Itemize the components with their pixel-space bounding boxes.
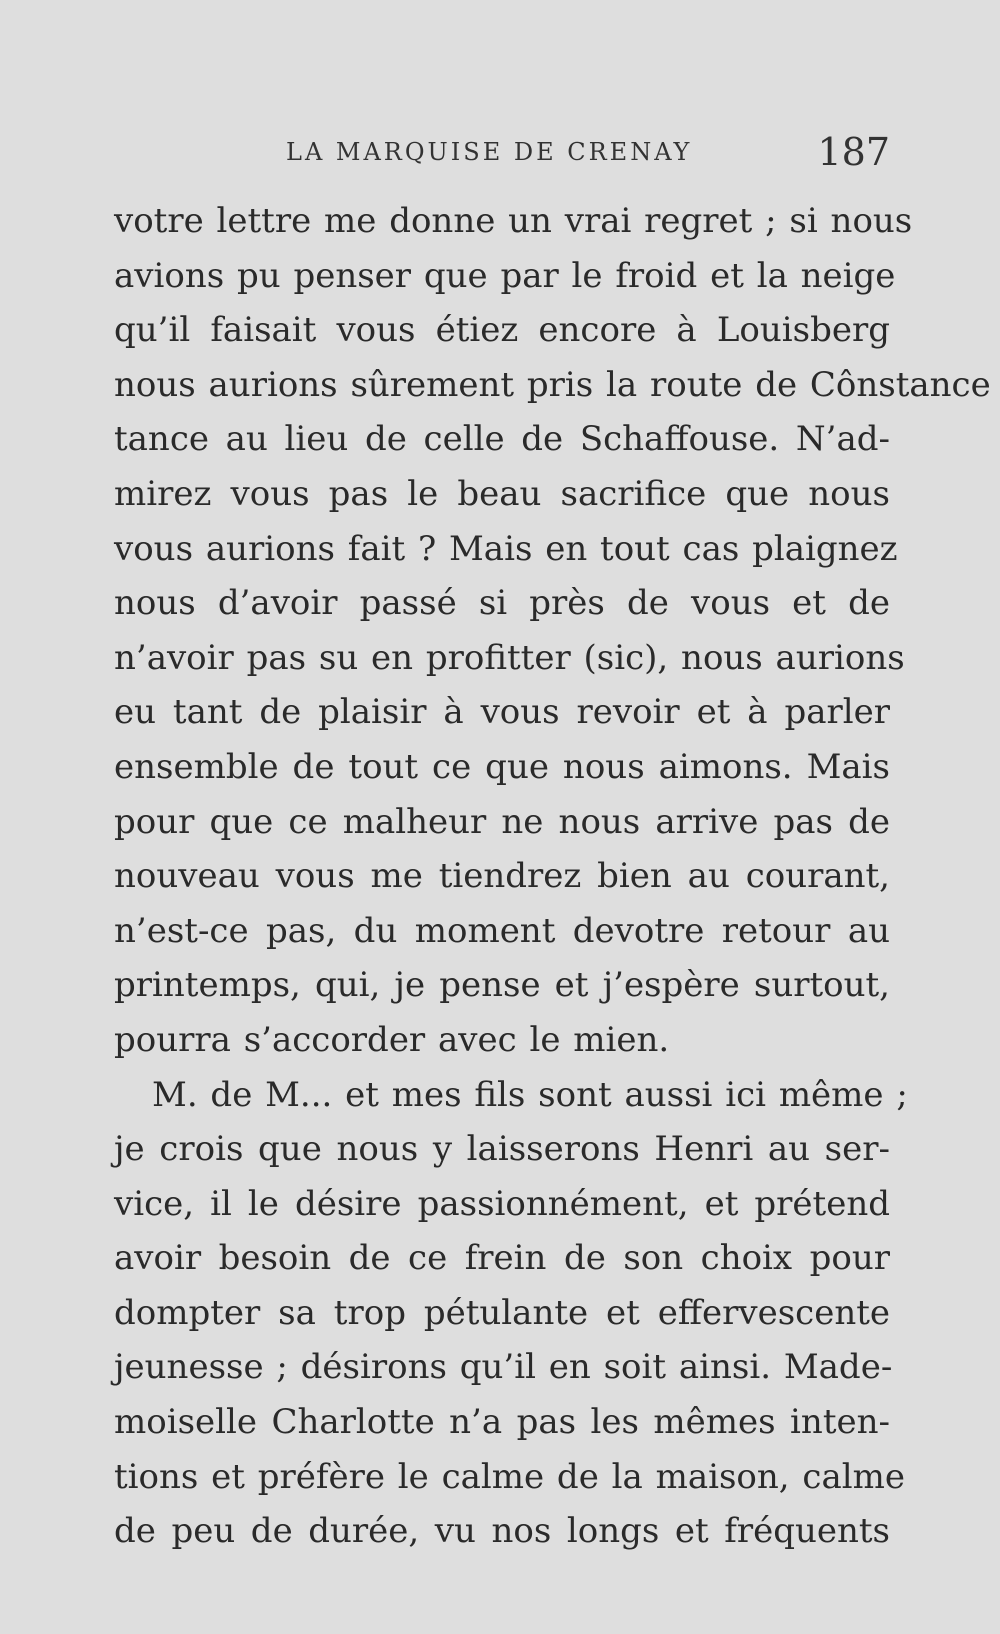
text-line: n’est-ce pas, du moment devotre retour au [114, 910, 890, 951]
page-number: 187 [817, 130, 890, 174]
text-line: mirez vous pas le beau sacrifice que nous [114, 473, 890, 514]
text-line: de peu de durée, vu nos longs et fréquents [114, 1511, 890, 1552]
text-line: je crois que nous y laisserons Henri au ser- [114, 1129, 890, 1170]
text-line: moiselle Charlotte n’a pas les mêmes inten- [114, 1402, 890, 1443]
text-line: votre lettre me donne un vrai regret ; si nous [114, 201, 913, 241]
running-title: LA MARQUISE DE CRENAY [286, 138, 693, 166]
text-line: vice, il le désire passionnément, et prétend [114, 1183, 890, 1224]
text-line: nouveau vous me tiendrez bien au courant, [114, 856, 890, 897]
text-line: n’avoir pas su en profitter (sic), nous aurions [114, 637, 905, 678]
text-line: M. de M... et mes fils sont aussi ici même ; [152, 1074, 908, 1115]
text-line: tance au lieu de celle de Schaffouse. N’ad- [114, 419, 890, 460]
text-line: eu tant de plaisir à vous revoir et à parler [114, 692, 890, 733]
text-line: avoir besoin de ce frein de son choix pour [114, 1238, 890, 1279]
text-line: pour que ce malheur ne nous arrive pas de [114, 801, 890, 842]
text-line: vous aurions fait ? Mais en tout cas plaignez [114, 528, 898, 569]
running-head [0, 132, 1000, 178]
body-text [114, 194, 991, 1559]
text-line: nous d’avoir passé si près de vous et de [114, 583, 890, 624]
text-line: jeunesse ; désirons qu’il en soit ainsi. Made- [114, 1347, 893, 1388]
text-line: printemps, qui, je pense et j’espère surtout, [114, 965, 890, 1006]
text-line: tions et préfère le calme de la maison, calme [114, 1456, 905, 1497]
text-line: dompter sa trop pétulante et effervescente [114, 1292, 890, 1333]
text-line: pourra s’accorder avec le mien. [114, 1019, 670, 1060]
text-line: ensemble de tout ce que nous aimons. Mais [114, 746, 890, 787]
text-line: avions pu penser que par le froid et la neige [114, 255, 896, 296]
text-line: nous aurions sûrement pris la route de Cônstance [114, 364, 991, 405]
text-line: qu’il faisait vous étiez encore à Louisberg [114, 310, 890, 351]
